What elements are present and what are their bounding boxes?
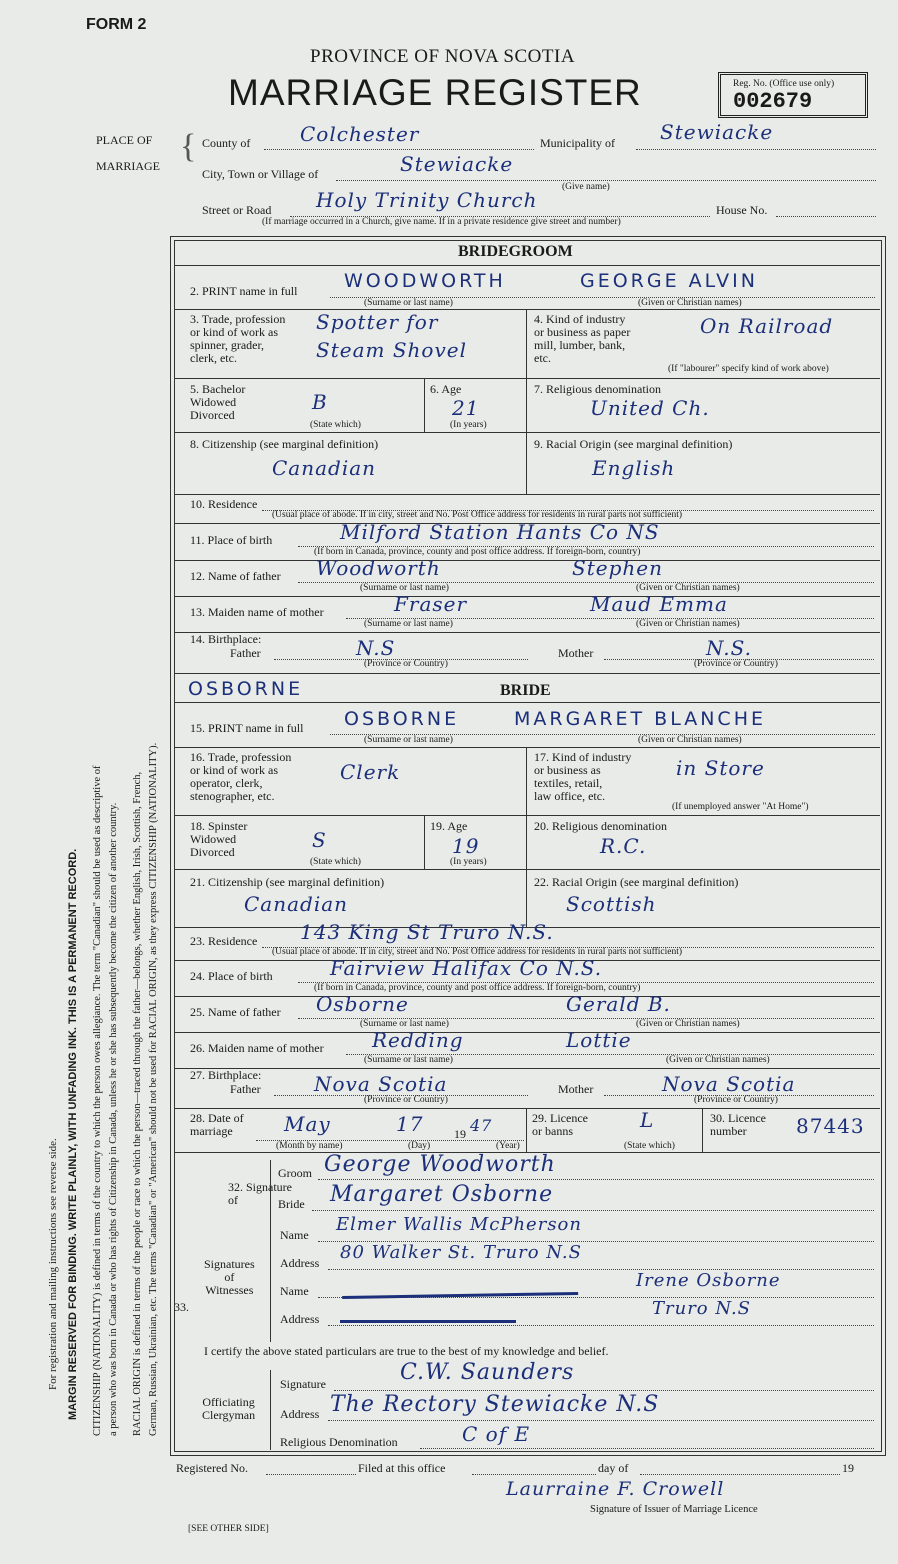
bride-state-caption: (State which) <box>310 857 361 867</box>
bride-residence-label: 23. Residence <box>190 934 258 948</box>
bride-father-surname-caption: (Surname or last name) <box>360 1019 449 1029</box>
clergy-denomination: C of E <box>462 1422 531 1446</box>
city-value: Stewiacke <box>400 152 514 176</box>
groom-father-label: 12. Name of father <box>190 569 281 583</box>
form-number: FORM 2 <box>86 16 147 33</box>
street-note: (If marriage occurred in a Church, give name. If in a private residence give street and number) <box>262 217 621 227</box>
groom-surname: WOODWORTH <box>344 270 506 292</box>
groom-surname-caption: (Surname or last name) <box>364 298 453 308</box>
marriage-month: May <box>284 1112 331 1136</box>
bride-birth-caption: (If born in Canada, province, county and post office address. If foreign-born, country) <box>314 983 641 993</box>
groom-signature: George Woodworth <box>324 1152 556 1177</box>
place-label-2: MARRIAGE <box>96 159 161 173</box>
groom-industry-caption: (If "labourer" specify kind of work above) <box>668 364 829 374</box>
marriage-day: 17 <box>396 1112 424 1136</box>
groom-trade-label: 3. Trade, profession or kind of work as spinner, grader, clerk, etc. <box>190 312 286 365</box>
bride-racial: Scottish <box>566 892 657 916</box>
w1-address: 80 Walker St. Truro N.S <box>340 1242 582 1263</box>
rel-denom-label: Religious Denomination <box>280 1435 398 1449</box>
margin-citizenship-1: CITIZENSHIP (NATIONALITY) is defined in terms of the country to which the person owes allegiance. The term "Canadian" should be used as descriptive of <box>92 765 103 1436</box>
street-label: Street or Road <box>202 203 272 217</box>
groom-father-prov-caption: (Province or Country) <box>364 659 448 669</box>
page-title: MARRIAGE REGISTER <box>228 72 642 113</box>
bride-section-title: BRIDE <box>500 682 551 699</box>
groom-birthplace2-label: 14. Birthplace: <box>190 632 262 646</box>
bride-trade-label: 16. Trade, profession or kind of work as operator, clerk, stenographer, etc. <box>190 750 292 803</box>
groom-status: B <box>312 390 328 414</box>
groom-mother-bp: N.S. <box>706 636 752 660</box>
reg-no-box <box>718 72 868 118</box>
bride-mother-label: 26. Maiden name of mother <box>190 1041 324 1055</box>
bride-mother-given-caption: (Given or Christian names) <box>666 1055 770 1065</box>
groom-given: GEORGE ALVIN <box>580 270 758 292</box>
bride-birthplace2-label: 27. Birthplace: <box>190 1068 262 1082</box>
bride-given: MARGARET BLANCHE <box>514 708 766 730</box>
licence-or-banns: L <box>640 1108 655 1132</box>
groom-residence-label: 10. Residence <box>190 497 258 511</box>
street-value: Holy Trinity Church <box>316 188 538 212</box>
bride-industry-caption: (If unemployed answer "At Home") <box>672 802 809 812</box>
groom-mother-given: Maud Emma <box>590 592 728 616</box>
groom-residence-caption: (Usual place of abode. If in city, street and No. Post Office address for residents in rural parts not sufficient) <box>272 510 683 520</box>
groom-racial: English <box>592 456 676 480</box>
bride-father-prov-caption: (Province or Country) <box>364 1095 448 1105</box>
municipality-value: Stewiacke <box>660 120 774 144</box>
footer-year-prefix: 19 <box>842 1461 854 1475</box>
licence-label: 29. Licence or banns <box>532 1111 588 1138</box>
w1-address-label: Address <box>280 1256 320 1270</box>
bride-surname: OSBORNE <box>344 708 460 730</box>
clergy-sig-label: Signature <box>280 1377 326 1391</box>
bride-age: 19 <box>452 834 480 858</box>
bride-religion: R.C. <box>600 834 647 858</box>
groom-bp-mother-label: Mother <box>558 646 594 660</box>
house-label: House No. <box>716 203 768 217</box>
bride-father-surname: Osborne <box>316 992 409 1016</box>
witness-label: Signatures of Witnesses <box>204 1257 255 1297</box>
marriage-year-prefix: 19 <box>454 1127 466 1141</box>
groom-age: 21 <box>452 396 480 420</box>
groom-mother-given-caption: (Given or Christian names) <box>636 619 740 629</box>
licence-state-caption: (State which) <box>624 1141 675 1151</box>
margin-binding: MARGIN RESERVED FOR BINDING. WRITE PLAINLY, WITH UNFADING INK. THIS IS A PERMANENT RECORD. <box>67 848 79 1420</box>
groom-industry-label: 4. Kind of industry or business as paper mill, lumber, bank, etc. <box>534 312 631 365</box>
day-of-label: day of <box>598 1461 629 1475</box>
bride-bp-father-label: Father <box>230 1082 261 1096</box>
groom-mother-surname: Fraser <box>394 592 468 616</box>
marriage-year: 47 <box>470 1116 493 1135</box>
month-caption: (Month by name) <box>276 1141 343 1151</box>
bride-mother-bp: Nova Scotia <box>662 1072 796 1096</box>
groom-mother-surname-caption: (Surname or last name) <box>364 619 453 629</box>
bride-given-caption: (Given or Christian names) <box>638 735 742 745</box>
w1-name: Elmer Wallis McPherson <box>336 1214 582 1235</box>
place-brace: { <box>180 128 197 165</box>
w2-address-label: Address <box>280 1312 320 1326</box>
province-title: PROVINCE OF NOVA SCOTIA <box>310 46 576 67</box>
groom-father-surname-caption: (Surname or last name) <box>360 583 449 593</box>
groom-religion-label: 7. Religious denomination <box>534 382 661 396</box>
issuer-signature: Laurraine F. Crowell <box>506 1478 725 1500</box>
groom-birth-caption: (If born in Canada, province, county and post office address. If foreign-born, country) <box>314 547 641 557</box>
bride-sig-label: Bride <box>278 1197 305 1211</box>
bride-surname-caption: (Surname or last name) <box>364 735 453 745</box>
groom-father-given-caption: (Given or Christian names) <box>636 583 740 593</box>
w2-address-strikeout <box>340 1306 516 1323</box>
margin-instructions: For registration and mailing instructions see reverse side. <box>47 1138 59 1390</box>
groom-mother-label: 13. Maiden name of mother <box>190 605 324 619</box>
city-label: City, Town or Village of <box>202 167 319 181</box>
bride-age-label: 19. Age <box>430 819 468 833</box>
county-value: Colchester <box>300 122 420 146</box>
bride-father-given: Gerald B. <box>566 992 671 1016</box>
bride-mother-prov-caption: (Province or Country) <box>694 1095 778 1105</box>
bride-mother-surname-caption: (Surname or last name) <box>364 1055 453 1065</box>
w2-address: Truro N.S <box>652 1298 752 1319</box>
bride-birthplace: Fairview Halifax Co N.S. <box>330 956 603 980</box>
place-label-1: PLACE OF <box>96 133 153 147</box>
margin-racial-2: German, Russian, Ukrainian, etc. The terms "Canadian" or "American" should not be used for RACIAL ORIGIN, as they express CITIZENSHIP (NATIONALITY). <box>148 742 159 1436</box>
groom-trade-2: Steam Shovel <box>316 338 467 362</box>
date-label: 28. Date of marriage <box>190 1111 244 1138</box>
bride-father-label: 25. Name of father <box>190 1005 281 1019</box>
groom-industry: On Railroad <box>700 314 834 338</box>
reg-no-value: 002679 <box>733 89 813 114</box>
groom-age-label: 6. Age <box>430 382 462 396</box>
groom-father-given: Stephen <box>572 556 663 580</box>
w2-name: Irene Osborne <box>636 1270 781 1291</box>
signature-label: 32. Signature of <box>228 1180 292 1207</box>
bride-racial-label: 22. Racial Origin (see marginal definition) <box>534 875 739 889</box>
bride-residence: 143 King St Truro N.S. <box>300 920 554 944</box>
groom-section-title: BRIDEGROOM <box>458 243 573 260</box>
bride-signature: Margaret Osborne <box>330 1182 554 1207</box>
witness-number: 33. <box>174 1300 189 1314</box>
bride-bp-mother-label: Mother <box>558 1082 594 1096</box>
county-label: County of <box>202 136 251 150</box>
bride-citizenship-label: 21. Citizenship (see marginal definition) <box>190 875 385 889</box>
groom-religion: United Ch. <box>590 396 710 420</box>
bride-father-bp: Nova Scotia <box>314 1072 448 1096</box>
groom-sig-label: Groom <box>278 1166 312 1180</box>
groom-birthplace-label: 11. Place of birth <box>190 533 273 547</box>
bride-industry: in Store <box>676 756 765 780</box>
clergy-address: The Rectory Stewiacke N.S <box>330 1392 660 1417</box>
certify-text: I certify the above stated particulars are true to the best of my knowledge and belief. <box>204 1344 609 1358</box>
groom-state-caption: (State which) <box>310 420 361 430</box>
licence-number: 87443 <box>796 1114 865 1138</box>
bride-name-label: 15. PRINT name in full <box>190 721 304 735</box>
bride-father-given-caption: (Given or Christian names) <box>636 1019 740 1029</box>
groom-age-caption: (In years) <box>450 420 487 430</box>
bride-status: S <box>312 828 327 852</box>
bride-age-caption: (In years) <box>450 857 487 867</box>
reg-no-label: Reg. No. (Office use only) <box>733 79 835 89</box>
bride-status-label: 18. Spinster Widowed Divorced <box>190 819 248 859</box>
year-caption: (Year) <box>496 1141 520 1151</box>
w1-name-label: Name <box>280 1228 309 1242</box>
bride-trade: Clerk <box>340 760 401 784</box>
groom-name-label: 2. PRINT name in full <box>190 284 298 298</box>
groom-given-caption: (Given or Christian names) <box>638 298 742 308</box>
municipality-label: Municipality of <box>540 136 615 150</box>
registered-label: Registered No. <box>176 1461 248 1475</box>
bride-mother-given: Lottie <box>566 1028 632 1052</box>
bride-birthplace-label: 24. Place of birth <box>190 969 273 983</box>
groom-citizenship: Canadian <box>272 456 377 480</box>
issuer-caption: Signature of Issuer of Marriage Licence <box>590 1504 758 1515</box>
groom-racial-label: 9. Racial Origin (see marginal definition) <box>534 437 733 451</box>
groom-bp-father-label: Father <box>230 646 261 660</box>
filed-label: Filed at this office <box>358 1461 446 1475</box>
day-caption: (Day) <box>408 1141 431 1151</box>
see-other-side: [SEE OTHER SIDE] <box>188 1524 269 1534</box>
bride-annotation: OSBORNE <box>188 678 304 700</box>
groom-father-surname: Woodworth <box>316 556 441 580</box>
groom-status-label: 5. Bachelor Widowed Divorced <box>190 382 246 422</box>
clergy-address-label: Address <box>280 1407 320 1421</box>
groom-father-bp: N.S <box>356 636 396 660</box>
bride-residence-caption: (Usual place of abode. If in city, street and No. Post Office address for residents in rural parts not sufficient) <box>272 947 683 957</box>
clergy-label: Officiating Clergyman <box>202 1395 256 1422</box>
groom-trade-1: Spotter for <box>316 310 439 334</box>
groom-birthplace: Milford Station Hants Co NS <box>340 520 660 544</box>
give-name-caption: (Give name) <box>562 182 610 192</box>
margin-citizenship-2: a person who was born in Canada or who has rights of Citizenship in Canada, unless he or she has subsequently become the citizen of another country. <box>108 802 119 1436</box>
bride-mother-surname: Redding <box>372 1028 464 1052</box>
margin-racial-1: RACIAL ORIGIN is defined in terms of the people or race to which the person—traced through the father—belongs, whether English, Irish, Scottish, French, <box>132 771 143 1436</box>
bride-industry-label: 17. Kind of industry or business as textiles, retail, law office, etc. <box>534 750 632 803</box>
bride-citizenship: Canadian <box>244 892 349 916</box>
w2-name-label: Name <box>280 1284 309 1298</box>
licence-number-label: 30. Licence number <box>710 1111 766 1138</box>
groom-citizenship-label: 8. Citizenship (see marginal definition) <box>190 437 379 451</box>
bride-religion-label: 20. Religious denomination <box>534 819 667 833</box>
groom-mother-prov-caption: (Province or Country) <box>694 659 778 669</box>
clergy-signature: C.W. Saunders <box>400 1360 575 1385</box>
